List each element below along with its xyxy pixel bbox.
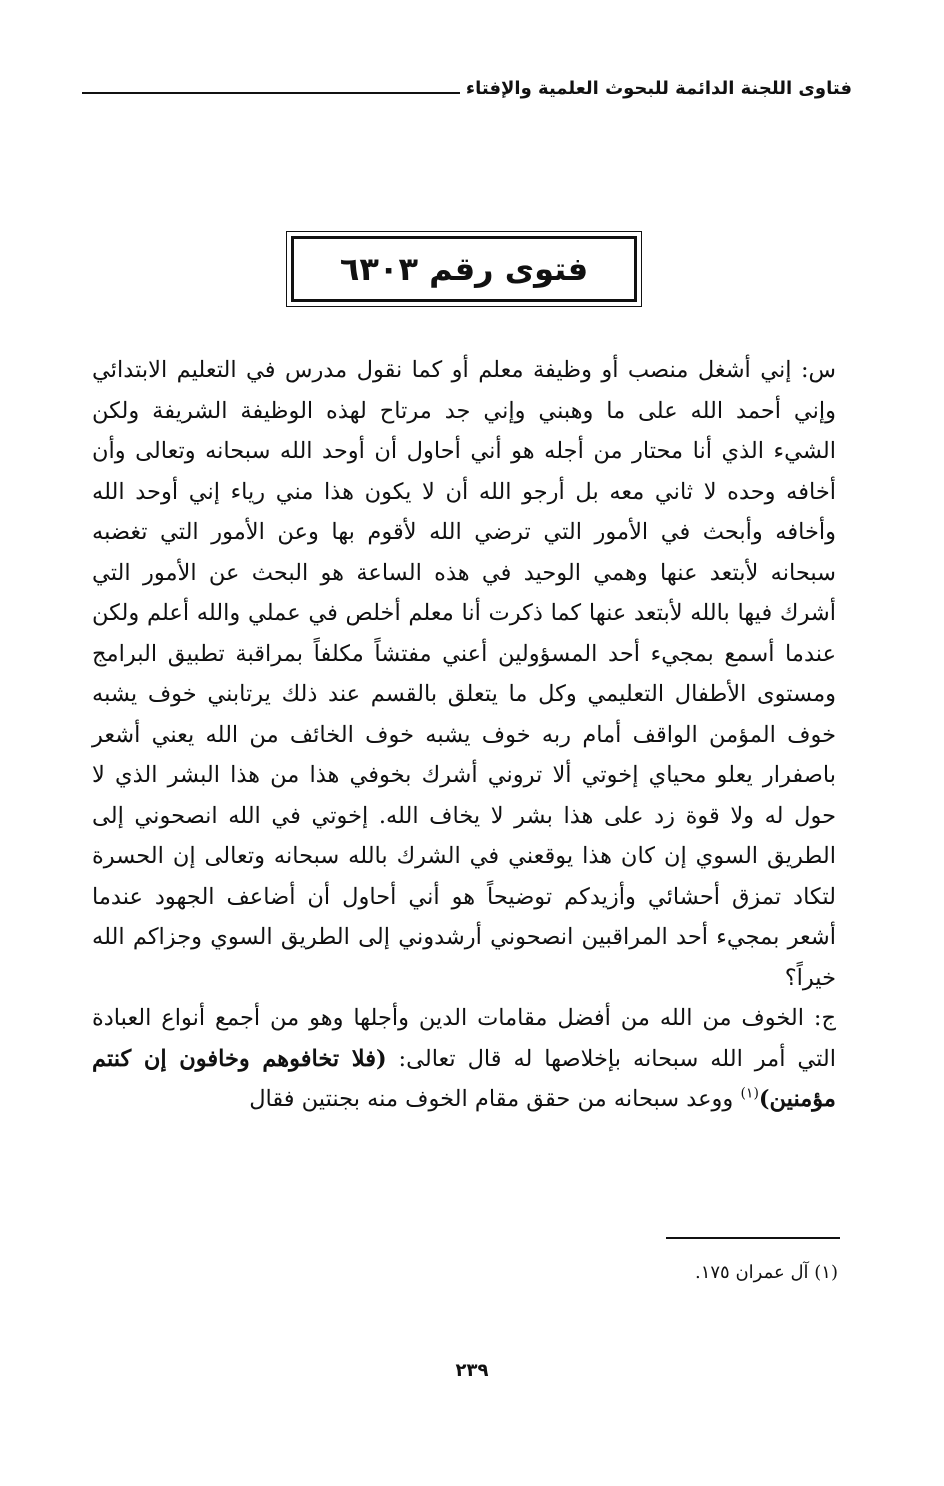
fatwa-body bbox=[92, 350, 836, 1120]
question-paragraph bbox=[92, 350, 836, 998]
header-rule bbox=[82, 92, 460, 94]
fatwa-heading-box bbox=[291, 236, 637, 302]
answer-marker: ج: bbox=[813, 1005, 836, 1031]
answer-text-after: ووعد سبحانه من حقق مقام الخوف منه بجنتين فقال bbox=[249, 1086, 734, 1112]
answer-text-before: الخوف من الله من أفضل مقامات الدين وأجلها وهو من أجمع أنواع العبادة التي أمر الله سبحانه بإخلاصها له قال تعالى: bbox=[92, 1005, 836, 1072]
fatwa-heading: فتوى رقم ٦٣٠٣ bbox=[339, 250, 589, 288]
footnote-rule bbox=[666, 1237, 840, 1239]
quran-quote: (فلا تخافوهم وخافون إن كنتم مؤمنين) bbox=[92, 1045, 836, 1112]
page-number: ٢٣٩ bbox=[455, 1360, 489, 1381]
question-marker: س: bbox=[800, 357, 836, 383]
footnote-reference: (١) bbox=[740, 1085, 759, 1102]
running-header bbox=[82, 78, 852, 99]
running-header-title: فتاوى اللجنة الدائمة للبحوث العلمية والإفتاء bbox=[465, 78, 852, 99]
answer-paragraph bbox=[92, 998, 836, 1120]
question-text: إني أشغل منصب أو وظيفة معلم أو كما نقول مدرس في التعليم الابتدائي وإني أحمد الله على ما وهبني وإني جد مرتاح لهذه الوظيفة الشريفة ولكن الشيء الذي أنا محتار من أجله هو أني أحاول أن أوحد الله سبحانه وتعالى وأن أخافه وحده لا ثاني معه بل أرجو الله أن لا يكون هذا مني رياء إني أوحد الله وأخافه وأبحث في الأمور التي ترضي الله لأقوم بها وعن الأمور التي تغضبه سبحانه لأبتعد عنها وهمي الوحيد في هذه الساعة هو البحث عن الأمور التي أشرك فيها بالله لأبتعد عنها كما ذكرت أنا معلم أخلص في عملي والله أعلم ولكن عندما أسمع بمجيء أحد المسؤولين أعني مفتشاً مكلفاً بمراقبة تطبيق البرامج ومستوى الأطفال التعليمي وكل ما يتعلق بالقسم عند ذلك يرتابني خوف يشبه خوف المؤمن الواقف أمام ربه خوف يشبه خوف الخائف من الله يعني أشعر باصفرار يعلو محياي إخوتي ألا تروني أشرك بخوفي هذا من هذا البشر الذي لا حول له ولا قوة زد على هذا بشر لا يخاف الله. إخوتي في الله انصحوني إلى الطريق السوي إن كان هذا يوقعني في الشرك بالله سبحانه وتعالى إن الحسرة لتكاد تمزق أحشائي وأزيدكم توضيحاً هو أني أحاول أن أضاعف الجهود عندما أشعر بمجيء أحد المراقبين انصحوني أرشدوني إلى الطريق السوي وجزاكم الله خيراً؟ bbox=[92, 357, 836, 991]
footnote: (١) آل عمران ١٧٥. bbox=[694, 1262, 838, 1283]
